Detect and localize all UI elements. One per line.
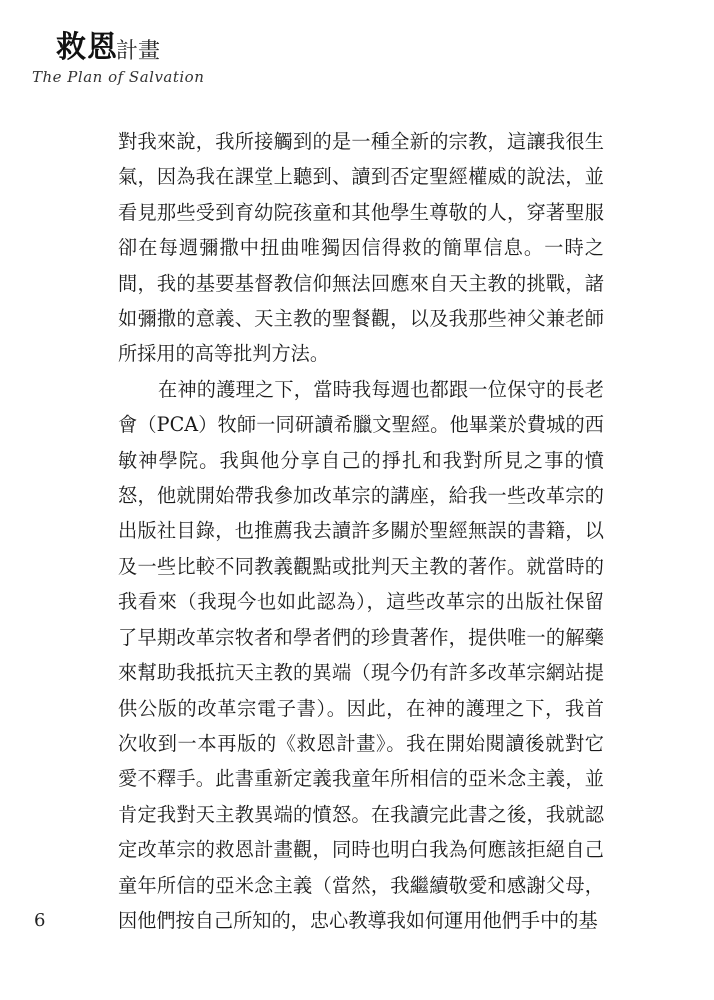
book-title-logo: [30, 22, 205, 92]
logo-subtitle-script: The Plan of Salvation: [32, 68, 205, 86]
paragraph-2: 在神的護理之下，當時我每週也都跟一位保守的長老會（PCA）牧師一同研讀希臘文聖經。他畢業於費城的西敏神學院。我與他分享自己的掙扎和我對所見之事的憤怒，他就開始帶我參加改革宗的講座，給我一些改革宗的出版社目錄，也推薦我去讀許多關於聖經無誤的書籍，以及一些比較不同教義觀點或批判天主教的著作。就當時的我看來（我現今也如此認為），這些改革宗的出版社保留了早期改革宗牧者和學者們的珍貴著作，提供唯一的解藥來幫助我抵抗天主教的異端（現今仍有許多改革宗網站提供公版的改革宗電子書）。因此，在神的護理之下，我首次收到一本再版的《救恩計畫》。我在開始閱讀後就對它愛不釋手。此書重新定義我童年所相信的亞米念主義，並肯定我對天主教異端的憤怒。在我讀完此書之後，我就認定改革宗的救恩計畫觀，同時也明白我為何應該拒絕自己童年所信的亞米念主義（當然，我繼續敬愛和感謝父母，因他們按自己所知的，忠心教導我如何運用他們手中的基: [118, 377, 604, 932]
page-body: [118, 124, 604, 938]
paragraph-1: 對我來說，我所接觸到的是一種全新的宗教，這讓我很生氣，因為我在課堂上聽到、讀到否定聖經權威的說法，並看見那些受到育幼院孩童和其他學生尊敬的人，穿著聖服卻在每週彌撒中扭曲唯獨因信得救的簡單信息。一時之間，我的基要基督教信仰無法回應來自天主教的挑戰，諸如彌撒的意義、天主教的聖餐觀，以及我那些神父兼老師所採用的高等批判方法。: [118, 130, 604, 366]
logo-title-sub: 計畫: [116, 39, 161, 64]
page-number: 6: [34, 910, 46, 931]
logo-title-main: 救恩: [56, 30, 118, 65]
